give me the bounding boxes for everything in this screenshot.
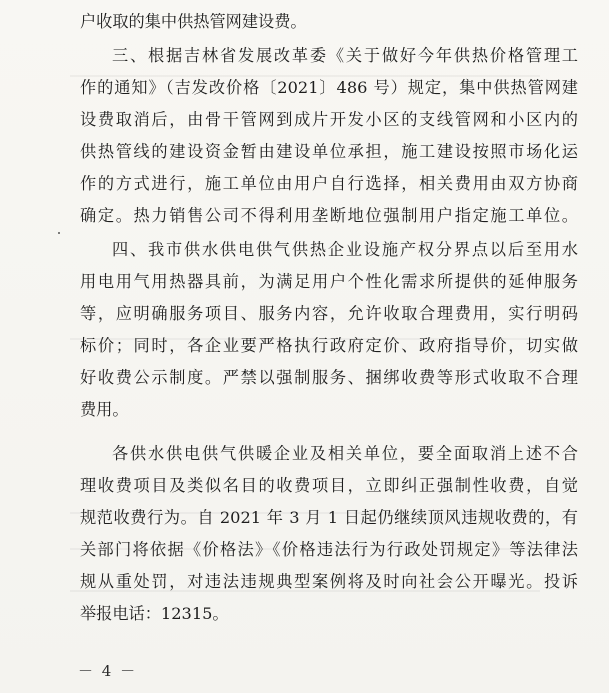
text-line: 理收费项目及类似名目的收费项目，立即纠正强制性收费，自觉 xyxy=(80,476,578,495)
text-line: 规从重处罚，对违法违规典型案例将及时向社会公开曝光。投诉 xyxy=(80,572,578,591)
text-line: 三、根据吉林省发展改革委《关于做好今年供热价格管理工 xyxy=(112,46,578,65)
text-line: 用电用气用热器具前，为满足用户个性化需求所提供的延伸服务 xyxy=(80,272,578,291)
page-number: － 4 － xyxy=(78,662,138,680)
text-line: 设费取消后，由骨干管网到成片开发小区的支线管网和小区内的 xyxy=(80,110,578,129)
text-line: 各供水供电供气供暖企业及相关单位，要全面取消上述不合 xyxy=(112,444,578,463)
text-line: 四、我市供水供电供气供热企业设施产权分界点以后至用水 xyxy=(112,240,578,259)
text-line: 费用。 xyxy=(80,400,129,419)
text-line: 规范收费行为。自 2021 年 3 月 1 日起仍继续顶风违规收费的，有 xyxy=(80,508,578,527)
text-line: 供热管线的建设资金暂由建设单位承担，施工建设按照市场化运 xyxy=(80,142,578,161)
text-line: 作的通知》（吉发改价格〔2021〕486 号）规定，集中供热管网建 xyxy=(80,78,578,97)
text-line: 作的方式进行，施工单位由用户自行选择，相关费用由双方协商 xyxy=(80,174,578,193)
scan-speck xyxy=(58,232,60,234)
text-line: 等，应明确服务项目、服务内容，允许收取合理费用，实行明码 xyxy=(80,304,578,323)
text-line: 关部门将依据《价格法》《价格违法行为行政处罚规定》等法律法 xyxy=(80,540,578,559)
text-line: 户收取的集中供热管网建设费。 xyxy=(80,12,307,31)
text-line: 举报电话：12315。 xyxy=(80,604,229,623)
text-line: 标价；同时，各企业要严格执行政府定价、政府指导价，切实做 xyxy=(80,336,578,355)
body-text xyxy=(80,6,578,630)
text-line: 确定。热力销售公司不得利用垄断地位强制用户指定施工单位。 xyxy=(80,206,578,225)
text-line: 好收费公示制度。严禁以强制服务、捆绑收费等形式收取不合理 xyxy=(80,368,578,387)
